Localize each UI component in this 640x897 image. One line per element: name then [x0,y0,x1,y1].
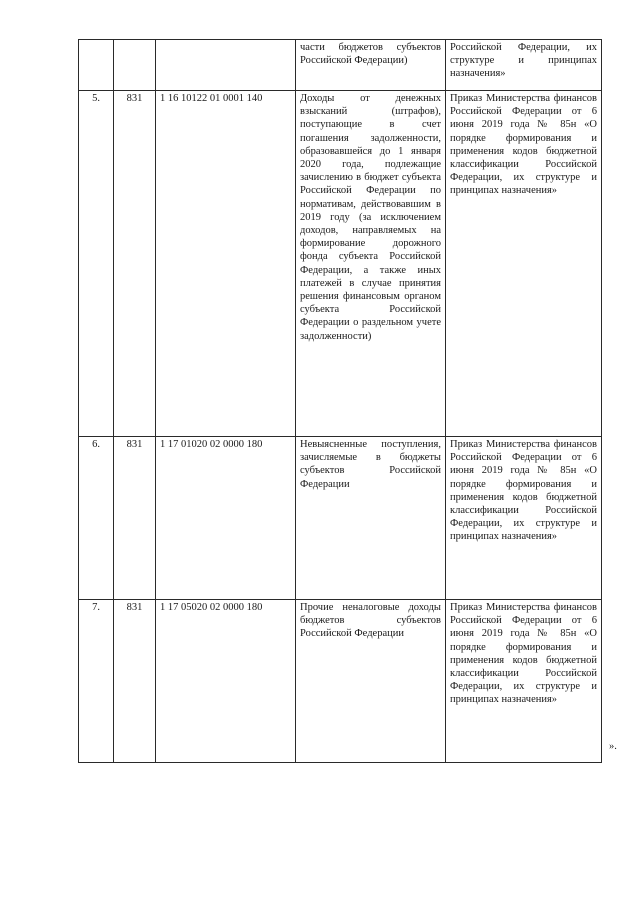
legal-basis: Приказ Министерства финансов Российской Федерации от 6 июня 2019 года № 85н «О порядке формирования и применения кодов бюджетной классификации Российской Федерации, их структуре и принципах назначения» [446,437,602,600]
row-number [79,40,114,91]
income-codes-table [78,39,602,763]
budget-code: 1 17 05020 02 0000 180 [156,600,296,763]
income-name: Доходы от денежных взысканий (штрафов), поступающие в счет погашения задолженности, образовавшейся до 1 января 2020 года, подлежащие зачислению в бюджет субъекта Российской Федерации по нормативам, действовавшим в 2019 году (за исключением доходов, направляемых на формирование дорожного фонда субъекта Российской Федерации, а также иных платежей в случае принятия решения финансовым органом субъекта Российской Федерации о раздельном учете задолженности) [296,91,446,437]
income-name: Невыясненные поступления, зачисляемые в бюджеты субъектов Российской Федерации [296,437,446,600]
table-row [79,600,602,763]
income-name: части бюджетов субъектов Российской Федерации) [296,40,446,91]
legal-basis: Российской Федерации, их структуре и принципах назначения» [446,40,602,91]
table-row [79,40,602,91]
budget-code [156,40,296,91]
administrator-code: 831 [114,437,156,600]
administrator-code: 831 [114,600,156,763]
closing-quote-mark: ». [609,741,617,752]
administrator-code: 831 [114,91,156,437]
table-row [79,91,602,437]
income-name: Прочие неналоговые доходы бюджетов субъектов Российской Федерации [296,600,446,763]
row-number: 6. [79,437,114,600]
row-number: 5. [79,91,114,437]
legal-basis: Приказ Министерства финансов Российской Федерации от 6 июня 2019 года № 85н «О порядке формирования и применения кодов бюджетной классификации Российской Федерации, их структуре и принципах назначения» [446,91,602,437]
administrator-code [114,40,156,91]
legal-basis: Приказ Министерства финансов Российской Федерации от 6 июня 2019 года № 85н «О порядке формирования и применения кодов бюджетной классификации Российской Федерации, их структуре и принципах назначения» [446,600,602,763]
budget-code: 1 16 10122 01 0001 140 [156,91,296,437]
table-row [79,437,602,600]
budget-code: 1 17 01020 02 0000 180 [156,437,296,600]
row-number: 7. [79,600,114,763]
